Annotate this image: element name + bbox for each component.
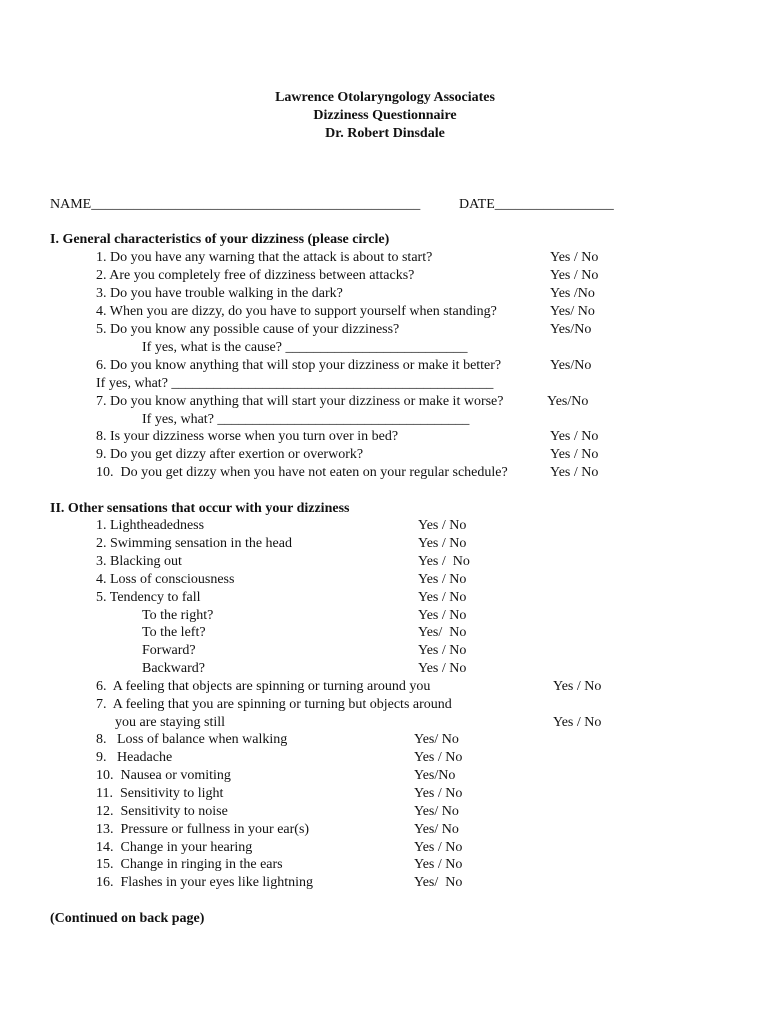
sensation-7-continued: you are staying still xyxy=(115,715,226,730)
sensation-1: 1. Lightheadedness xyxy=(96,518,205,533)
sensation-answer-5[interactable]: Yes / No xyxy=(418,590,467,605)
answer-5[interactable]: Yes/No xyxy=(550,322,592,337)
sensation-answer-4[interactable]: Yes / No xyxy=(418,572,467,587)
sensation-6: 6. A feeling that objects are spinning or turning around you xyxy=(96,679,431,694)
sensation-10: 10. Nausea or vomiting xyxy=(96,768,231,783)
sensation-answer-13[interactable]: Yes/ No xyxy=(414,822,459,837)
answer-1[interactable]: Yes / No xyxy=(550,250,599,265)
sensation-answer-10[interactable]: Yes/No xyxy=(414,768,456,783)
sensation-answer-5-left[interactable]: Yes/ No xyxy=(418,625,467,640)
sensation-5-backward: Backward? xyxy=(142,661,205,676)
sensation-5-left: To the left? xyxy=(142,625,206,640)
question-7-followup[interactable]: If yes, what? ____________________________________ xyxy=(142,412,470,427)
sensation-15: 15. Change in ringing in the ears xyxy=(96,857,283,872)
sensation-answer-3[interactable]: Yes / No xyxy=(418,554,470,569)
sensation-12: 12. Sensitivity to noise xyxy=(96,804,228,819)
sensation-13: 13. Pressure or fullness in your ear(s) xyxy=(96,822,310,837)
question-5-followup[interactable]: If yes, what is the cause? __________________________ xyxy=(142,340,468,355)
answer-10[interactable]: Yes / No xyxy=(550,465,599,480)
answer-6[interactable]: Yes/No xyxy=(550,358,592,373)
sensation-5-forward: Forward? xyxy=(142,643,196,658)
question-6: 6. Do you know anything that will stop your dizziness or make it better? xyxy=(96,358,502,373)
sensation-5-right: To the right? xyxy=(142,608,214,623)
question-7: 7. Do you know anything that will start your dizziness or make it worse? xyxy=(96,394,504,409)
answer-9[interactable]: Yes / No xyxy=(550,447,599,462)
answer-8[interactable]: Yes / No xyxy=(550,429,599,444)
sensation-answer-16[interactable]: Yes/ No xyxy=(414,875,463,890)
sensation-14: 14. Change in your hearing xyxy=(96,840,253,855)
question-10: 10. Do you get dizzy when you have not eaten on your regular schedule? xyxy=(96,465,508,480)
page-title: Dizziness Questionnaire xyxy=(313,108,457,123)
sensation-answer-5-backward[interactable]: Yes / No xyxy=(418,661,467,676)
sensation-11: 11. Sensitivity to light xyxy=(96,786,224,801)
doctor-name: Dr. Robert Dinsdale xyxy=(325,126,445,141)
sensation-answer-5-right[interactable]: Yes / No xyxy=(418,608,467,623)
sensation-2: 2. Swimming sensation in the head xyxy=(96,536,292,551)
section-2-heading: II. Other sensations that occur with your dizziness xyxy=(50,501,350,516)
sensation-3: 3. Blacking out xyxy=(96,554,182,569)
question-2: 2. Are you completely free of dizziness between attacks? xyxy=(96,268,415,283)
sensation-4: 4. Loss of consciousness xyxy=(96,572,235,587)
continued-note: (Continued on back page) xyxy=(50,911,205,926)
sensation-answer-2[interactable]: Yes / No xyxy=(418,536,467,551)
sensation-answer-1[interactable]: Yes / No xyxy=(418,518,467,533)
sensation-answer-9[interactable]: Yes / No xyxy=(414,750,463,765)
sensation-answer-11[interactable]: Yes / No xyxy=(414,786,463,801)
sensation-answer-7[interactable]: Yes / No xyxy=(553,715,602,730)
question-6-followup[interactable]: If yes, what? ______________________________________________ xyxy=(96,376,494,391)
sensation-answer-15[interactable]: Yes / No xyxy=(414,857,463,872)
sensation-16: 16. Flashes in your eyes like lightning xyxy=(96,875,313,890)
sensation-answer-12[interactable]: Yes/ No xyxy=(414,804,459,819)
sensation-8: 8. Loss of balance when walking xyxy=(96,732,288,747)
question-8: 8. Is your dizziness worse when you turn over in bed? xyxy=(96,429,399,444)
sensation-answer-6[interactable]: Yes / No xyxy=(553,679,602,694)
question-5: 5. Do you know any possible cause of your dizziness? xyxy=(96,322,400,337)
section-1-heading: I. General characteristics of your dizziness (please circle) xyxy=(50,232,390,247)
question-3: 3. Do you have trouble walking in the dark? xyxy=(96,286,343,301)
sensation-answer-14[interactable]: Yes / No xyxy=(414,840,463,855)
sensation-5: 5. Tendency to fall xyxy=(96,590,201,605)
question-1: 1. Do you have any warning that the attack is about to start? xyxy=(96,250,433,265)
answer-3[interactable]: Yes /No xyxy=(550,286,595,301)
sensation-answer-8[interactable]: Yes/ No xyxy=(414,732,459,747)
sensation-9: 9. Headache xyxy=(96,750,173,765)
answer-4[interactable]: Yes/ No xyxy=(550,304,595,319)
name-field[interactable]: NAME_______________________________________________ xyxy=(50,197,421,212)
question-4: 4. When you are dizzy, do you have to support yourself when standing? xyxy=(96,304,497,319)
question-9: 9. Do you get dizzy after exertion or overwork? xyxy=(96,447,364,462)
answer-2[interactable]: Yes / No xyxy=(550,268,599,283)
sensation-7: 7. A feeling that you are spinning or turning but objects around xyxy=(96,697,452,712)
sensation-answer-5-forward[interactable]: Yes / No xyxy=(418,643,467,658)
answer-7[interactable]: Yes/No xyxy=(547,394,589,409)
date-field[interactable]: DATE_________________ xyxy=(459,197,614,212)
practice-name: Lawrence Otolaryngology Associates xyxy=(275,90,495,105)
